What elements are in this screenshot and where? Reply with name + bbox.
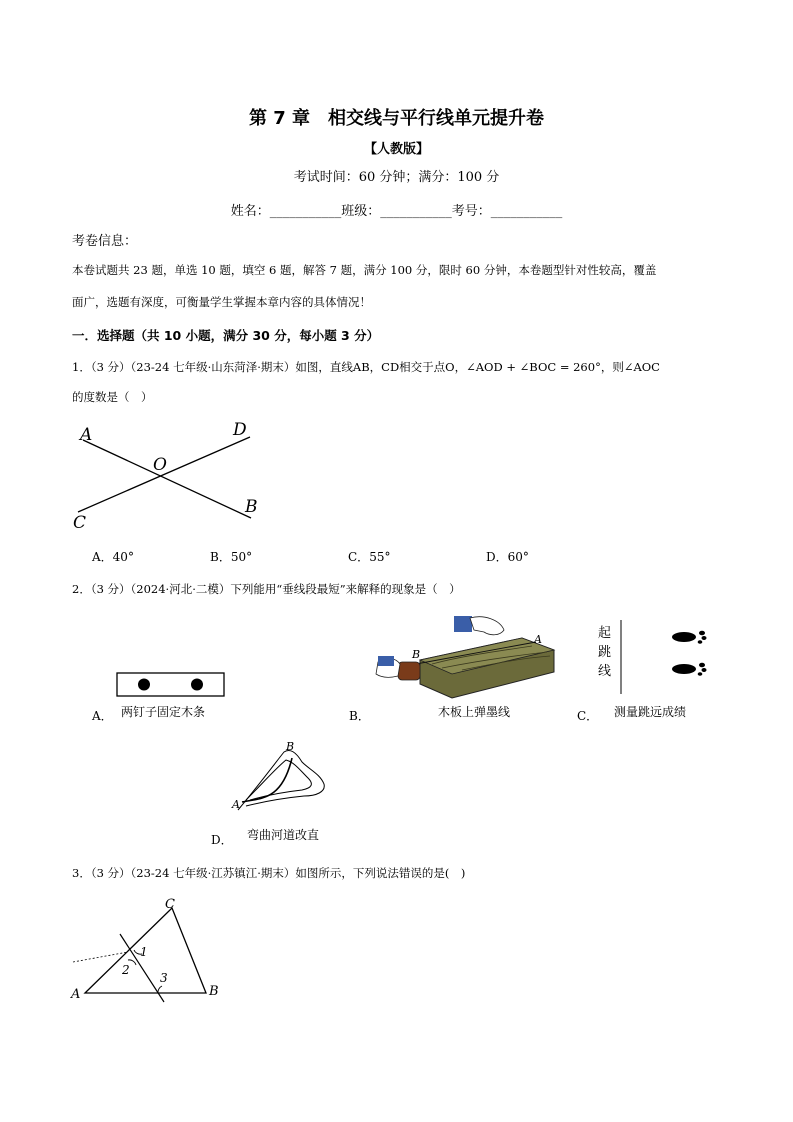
edition-label: 【人教版】 [363, 142, 429, 157]
start-line-char-1: 起 [598, 626, 612, 641]
q2-option-d-river-image [228, 740, 338, 825]
ink-pot [398, 662, 420, 680]
q2-option-c-caption: 测量跳远成绩 [614, 705, 687, 719]
exam-notes-line1: 本卷试题共 23 题，单选 10 题，填空 6 题，解答 7 题，满分 100 分，限时 60 分钟，本卷题型针对性较高，覆盖 [72, 263, 657, 277]
q1-option-c-letter: C． [348, 550, 370, 564]
label-a: A [80, 425, 93, 445]
q1-option-c[interactable] [348, 548, 390, 565]
q2-option-b-board-image [372, 612, 557, 702]
q2-option-a-letter[interactable]: A． [92, 709, 113, 723]
right-hand [470, 617, 504, 635]
footprint-upper-icon [672, 631, 707, 644]
student-fields: 姓名：___________班级：___________考号：___________ [230, 204, 563, 219]
wood-strip [117, 673, 224, 696]
label-b: B [209, 984, 219, 999]
footprint-lower-icon [672, 663, 707, 676]
q2-option-d-letter[interactable]: D． [211, 833, 233, 847]
exam-info: 考试时间：60 分钟；满分：100 分 [293, 170, 500, 185]
q2-option-c-jump-image [618, 618, 718, 696]
q2-option-c-letter[interactable]: C． [577, 709, 599, 723]
start-line-char-3: 线 [598, 664, 612, 679]
q1-option-a-value: 40° [112, 550, 134, 564]
start-line-char-2: 跳 [598, 645, 612, 660]
q1-stem-line2: 的度数是（ ） [72, 390, 153, 404]
q2-option-d-caption: 弯曲河道改直 [247, 828, 320, 842]
label-a: A [534, 633, 542, 646]
left-sleeve [378, 656, 394, 666]
label-b: B [412, 648, 421, 661]
label-o: O [153, 455, 167, 475]
q1-option-a[interactable] [92, 548, 134, 565]
label-a: A [232, 798, 240, 811]
label-b: B [245, 497, 258, 517]
q2-stem: 2．（3 分）（2024·河北·二模）下列能用“垂线段最短”来解释的现象是（ ） [72, 582, 461, 596]
q1-option-d[interactable] [486, 548, 529, 565]
exam-notes-line2: 面广，选题有深度，可衡量学生掌握本章内容的具体情况！ [72, 295, 371, 309]
angle-3-arc [158, 986, 162, 993]
q1-figure-intersecting-lines [68, 412, 268, 534]
q1-stem-line1: 1．（3 分）（23-24 七年级·山东菏泽·期末）如图，直线AB，CD相交于点O，∠AOD + ∠BOC = 260°，则∠AOC [72, 360, 660, 374]
label-b: B [286, 740, 295, 753]
line-ab [83, 440, 251, 518]
q1-option-b-letter: B． [210, 550, 231, 564]
q1-option-d-value: 60° [507, 550, 529, 564]
label-c: C [165, 897, 175, 912]
q2-option-b-letter[interactable]: B． [349, 709, 370, 723]
page-title: 第 7 章 相交线与平行线单元提升卷 [248, 108, 545, 129]
q3-stem: 3．（3 分）（23-24 七年级·江苏镇江·期末）如图所示，下列说法错误的是( ) [72, 866, 466, 880]
q1-option-c-value: 55° [369, 550, 391, 564]
q2-option-b-caption: 木板上弹墨线 [438, 705, 511, 719]
start-line-label [598, 624, 614, 681]
label-d: D [233, 420, 247, 440]
label-1: 1 [140, 945, 148, 959]
q1-option-b-value: 50° [230, 550, 253, 564]
section-heading: 一．选择题（共 10 小题，满分 30 分，每小题 3 分） [72, 328, 380, 343]
q1-option-a-letter: A． [92, 550, 113, 564]
river-bank-inner [246, 760, 311, 800]
nail-left [138, 679, 150, 691]
label-c: C [73, 513, 87, 533]
label-2: 2 [122, 963, 130, 977]
q3-figure-triangle [68, 892, 228, 1004]
q1-option-b[interactable] [210, 548, 252, 565]
q2-option-a-caption: 两钉子固定木条 [121, 705, 206, 719]
right-sleeve [454, 616, 472, 632]
dashed-segment [73, 952, 128, 962]
q1-option-d-letter: D． [486, 550, 508, 564]
label-a: A [71, 987, 81, 1002]
exam-notes-heading: 考卷信息： [72, 234, 138, 249]
label-3: 3 [160, 971, 168, 985]
nail-right [191, 679, 203, 691]
q2-option-a-board-image [116, 672, 226, 698]
